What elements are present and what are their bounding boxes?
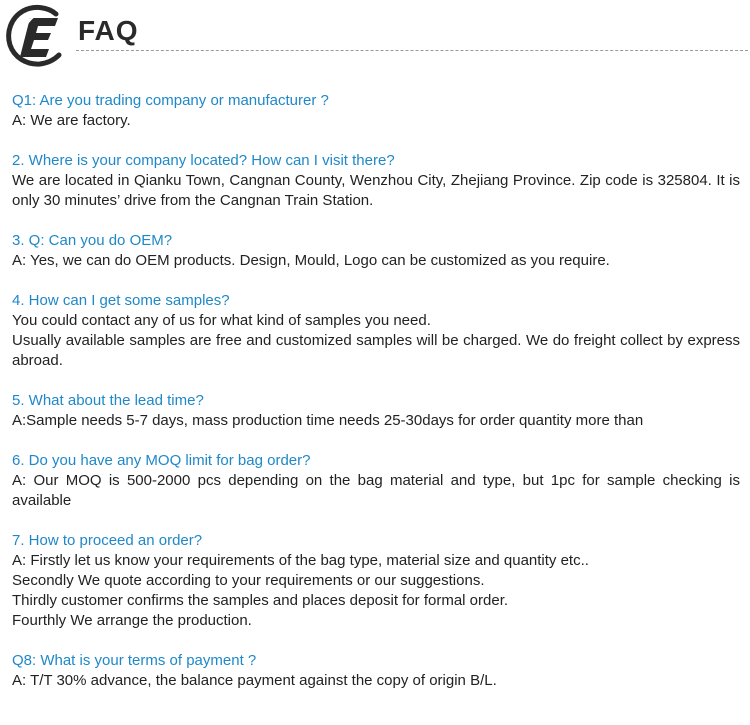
faq-question: 2. Where is your company located? How can I visit there? (12, 152, 395, 169)
faq-item (12, 91, 740, 131)
faq-item (12, 651, 740, 691)
faq-answer: A:Sample needs 5-7 days, mass production time needs 25-30days for order quantity more than (12, 412, 644, 429)
faq-item (12, 451, 740, 511)
faq-item (12, 291, 740, 371)
faq-item (12, 231, 740, 271)
faq-answer: A: We are factory. (12, 112, 131, 129)
faq-question: 7. How to proceed an order? (12, 532, 203, 549)
faq-item (12, 531, 740, 631)
faq-question: 3. Q: Can you do OEM? (12, 232, 173, 249)
faq-answer: Thirdly customer confirms the samples and places deposit for formal order. (12, 592, 509, 609)
faq-answer: We are located in Qianku Town, Cangnan County, Wenzhou City, Zhejiang Province. Zip code is 325804. It is only 30 minutes’ drive from the Cangnan Train Station. (12, 172, 740, 209)
faq-answer: You could contact any of us for what kind of samples you need. (12, 312, 431, 329)
faq-answer: A: Our MOQ is 500-2000 pcs depending on the bag material and type, but 1pc for sample checking is available (12, 472, 740, 509)
faq-answer: A: T/T 30% advance, the balance payment against the copy of origin B/L. (12, 672, 497, 689)
faq-question: 4. How can I get some samples? (12, 292, 230, 309)
faq-answer: Fourthly We arrange the production. (12, 612, 252, 629)
faq-header (0, 0, 750, 80)
faq-answer: A: Yes, we can do OEM products. Design, Mould, Logo can be customized as you require. (12, 252, 610, 269)
faq-list (12, 91, 740, 711)
faq-question: 6. Do you have any MOQ limit for bag order? (12, 452, 311, 469)
header-divider (76, 50, 748, 51)
faq-item (12, 391, 740, 431)
faq-question: 5. What about the lead time? (12, 392, 204, 409)
faq-answer: A: Firstly let us know your requirements of the bag type, material size and quantity etc.. (12, 552, 589, 569)
faq-question: Q8: What is your terms of payment ? (12, 652, 257, 669)
faq-answer: Usually available samples are free and customized samples will be charged. We do freight collect by express abroad. (12, 332, 740, 369)
faq-question: Q1: Are you trading company or manufacturer ? (12, 92, 329, 109)
e-logo-icon (4, 4, 72, 68)
page-title: FAQ (78, 15, 139, 46)
faq-answer: Secondly We quote according to your requirements or our suggestions. (12, 572, 485, 589)
faq-item (12, 151, 740, 211)
